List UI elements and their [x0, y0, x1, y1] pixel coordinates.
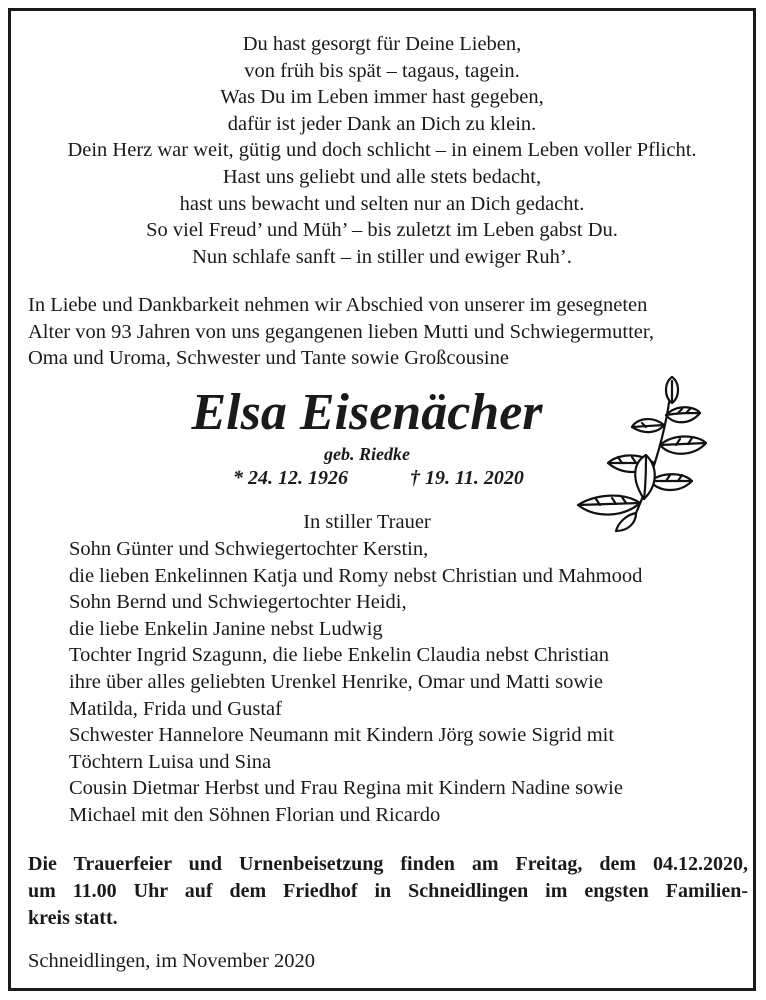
mourners-list [69, 536, 739, 829]
list-item: Sohn Bernd und Schwiegertochter Heidi, [69, 591, 407, 614]
poem-line: Du hast gesorgt für Deine Lieben, [242, 33, 522, 55]
service-line: kreis statt. [28, 907, 118, 929]
maiden-name: geb. Riedke [324, 444, 410, 464]
birth-date: * 24. 12. 1926 [233, 467, 348, 489]
death-date: † 19. 11. 2020 [410, 467, 524, 489]
mourning-heading: In stiller Trauer [303, 511, 431, 533]
service-line: Die Trauerfeier und Urnenbeisetzung finden am Freitag, dem 04.12.2020, [28, 853, 748, 875]
intro-line: Oma und Uroma, Schwester und Tante sowie Großcousine [28, 347, 509, 370]
poem-line: Nun schlafe sanft – in stiller und ewiger Ruh’. [192, 245, 572, 268]
poem-line: So viel Freud’ und Müh’ – bis zuletzt im Leben gabst Du. [146, 219, 618, 242]
list-item: Cousin Dietmar Herbst und Frau Regina mit Kindern Nadine sowie [69, 777, 623, 800]
poem-line: Dein Herz war weit, gütig und doch schlicht – in einem Leben voller Pflicht. [67, 139, 697, 162]
poem-line: dafür ist jeder Dank an Dich zu klein. [227, 112, 537, 135]
place-date: Schneidlingen, im November 2020 [28, 950, 315, 972]
list-item: Töchtern Luisa und Sina [69, 750, 272, 773]
list-item: Michael mit den Söhnen Florian und Ricardo [69, 803, 441, 826]
intro-line: In Liebe und Dankbarkeit nehmen wir Abschied von unserer im gesegneten [28, 294, 648, 316]
poem [11, 31, 753, 270]
intro-text [28, 292, 748, 372]
list-item: die lieben Enkelinnen Katja und Romy nebst Christian und Mahmood [69, 564, 643, 587]
life-dates [233, 465, 553, 491]
list-item: ihre über alles geliebten Urenkel Henrike, Omar und Matti sowie [69, 670, 603, 693]
list-item: Tochter Ingrid Szagunn, die liebe Enkelin Claudia nebst Christian [69, 644, 609, 667]
list-item: Sohn Günter und Schwiegertochter Kerstin, [69, 538, 429, 560]
obituary-card [8, 8, 756, 991]
intro-line: Alter von 93 Jahren von uns gegangenen lieben Mutti und Schwiegermutter, [28, 320, 654, 343]
poem-line: Was Du im Leben immer hast gegeben, [220, 86, 544, 109]
list-item: Schwester Hannelore Neumann mit Kindern Jörg sowie Sigrid mit [69, 724, 615, 747]
service-announcement [28, 851, 748, 932]
service-line: um 11.00 Uhr auf dem Friedhof in Schneidlingen im engsten Familien- [28, 880, 748, 902]
list-item: die liebe Enkelin Janine nebst Ludwig [69, 617, 383, 640]
poem-line: von früh bis spät – tagaus, tagein. [244, 59, 520, 82]
deceased-name: Elsa Eisenächer [191, 384, 543, 441]
list-item: Matilda, Frida und Gustaf [69, 697, 282, 720]
poem-line: hast uns bewacht und selten nur an Dich gedacht. [179, 192, 585, 215]
poem-line: Hast uns geliebt und alle stets bedacht, [222, 165, 542, 188]
